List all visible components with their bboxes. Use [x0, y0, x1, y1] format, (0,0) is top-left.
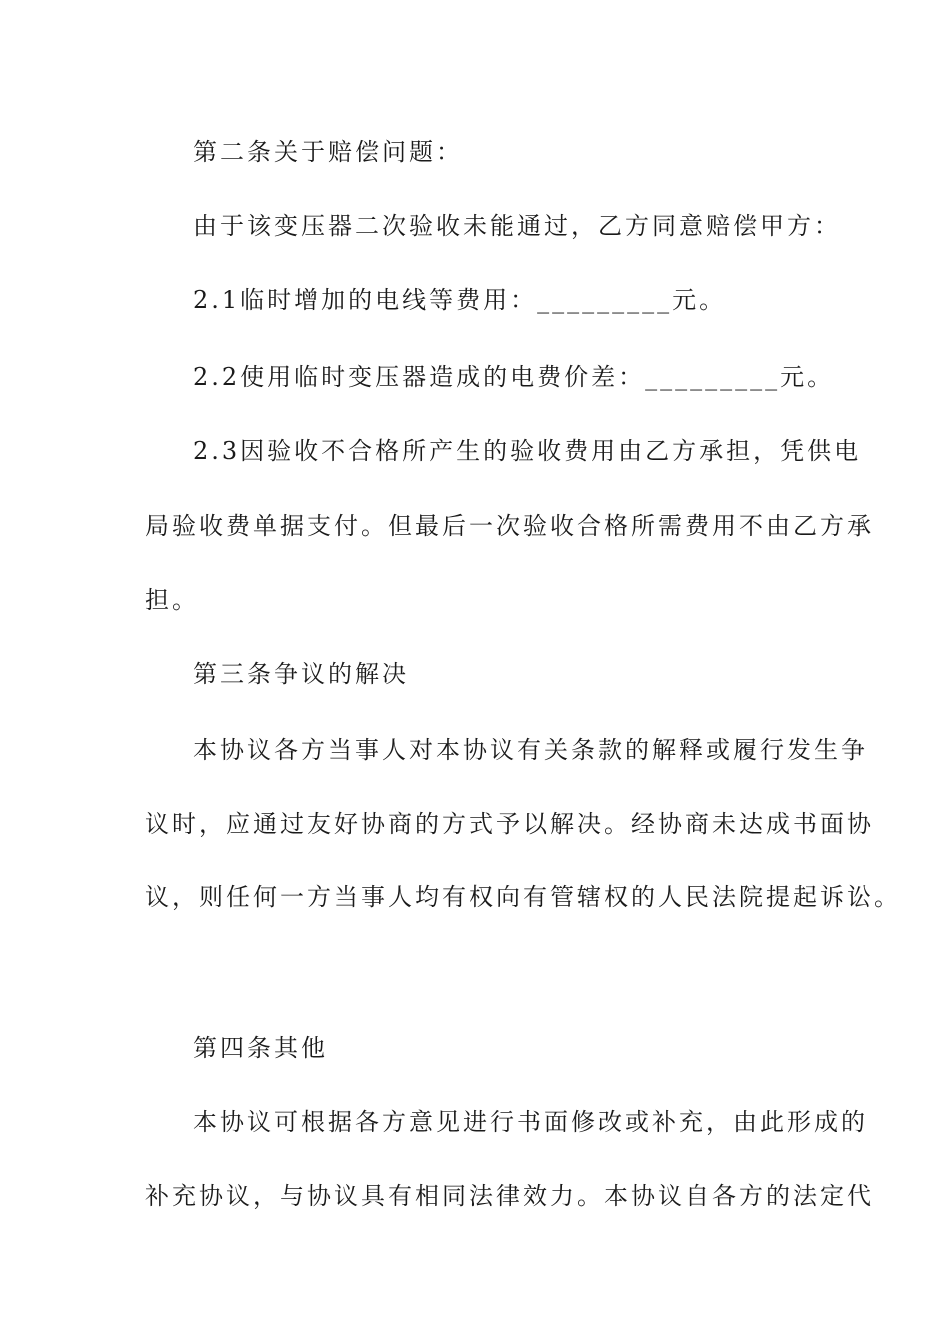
article-4-para-line-1: 本协议可根据各方意见进行书面修改或补充，由此形成的	[193, 1108, 868, 1136]
article-3-para-line-1: 本协议各方当事人对本协议有关条款的解释或履行发生争	[193, 736, 868, 764]
clause-2-3-line-3: 担。	[145, 586, 199, 614]
clause-2-2: 2.2使用临时变压器造成的电费价差：_________元。	[193, 363, 835, 391]
article-3-heading: 第三条争议的解决	[193, 660, 409, 688]
article-3-para-line-3: 议，则任何一方当事人均有权向有管辖权的人民法院提起诉讼。	[145, 883, 901, 911]
article-4-para-line-2: 补充协议，与协议具有相同法律效力。本协议自各方的法定代	[145, 1182, 874, 1210]
clause-2-1: 2.1临时增加的电线等费用：_________元。	[193, 286, 727, 314]
article-2-intro: 由于该变压器二次验收未能通过，乙方同意赔偿甲方：	[193, 212, 841, 240]
article-2-heading: 第二条关于赔偿问题：	[193, 138, 463, 166]
article-3-para-line-2: 议时，应通过友好协商的方式予以解决。经协商未达成书面协	[145, 810, 874, 838]
clause-2-3-line-2: 局验收费单据支付。但最后一次验收合格所需费用不由乙方承	[145, 512, 874, 540]
clause-2-3-line-1: 2.3因验收不合格所产生的验收费用由乙方承担，凭供电	[193, 437, 862, 465]
article-4-heading: 第四条其他	[193, 1034, 328, 1062]
